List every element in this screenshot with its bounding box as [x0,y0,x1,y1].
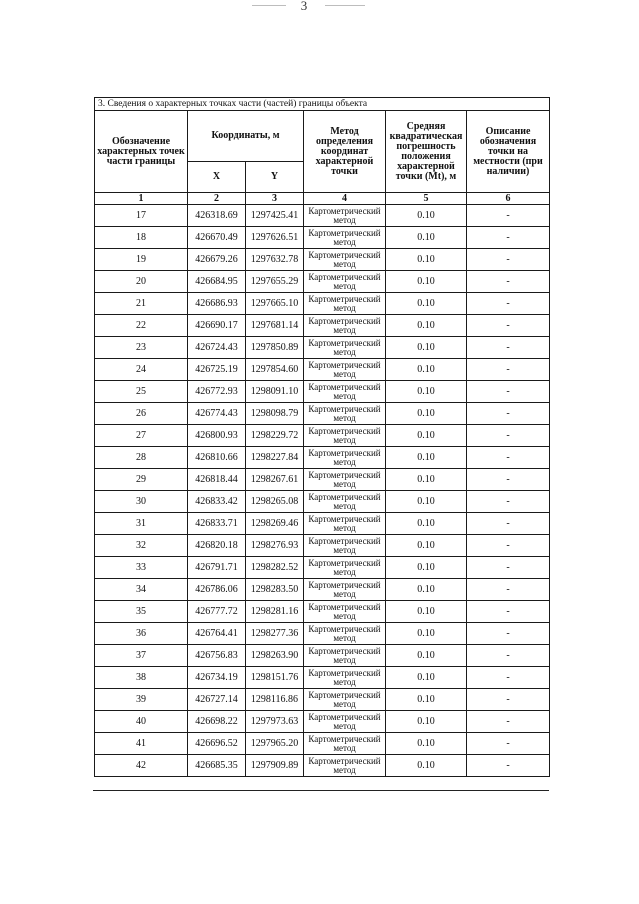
cell-accuracy: 0.10 [386,381,467,403]
cell-method: Картометрический метод [304,205,386,227]
cell-accuracy: 0.10 [386,557,467,579]
cell-method: Картометрический метод [304,469,386,491]
cell-point: 20 [95,271,188,293]
cell-x: 426786.06 [188,579,246,601]
cell-y: 1297425.41 [246,205,304,227]
cell-y: 1298265.08 [246,491,304,513]
cell-method: Картометрический метод [304,447,386,469]
cell-point: 39 [95,689,188,711]
cell-accuracy: 0.10 [386,271,467,293]
column-number: 6 [467,193,550,205]
cell-point: 21 [95,293,188,315]
cell-x: 426764.41 [188,623,246,645]
table-row [95,205,550,227]
cell-accuracy: 0.10 [386,359,467,381]
cell-accuracy: 0.10 [386,623,467,645]
header-coordinates: Координаты, м [188,111,304,162]
cell-description: - [467,381,550,403]
cell-x: 426774.43 [188,403,246,425]
cell-y: 1298269.46 [246,513,304,535]
cell-description: - [467,359,550,381]
cell-y: 1298276.93 [246,535,304,557]
cell-method: Картометрический метод [304,579,386,601]
cell-point: 36 [95,623,188,645]
cell-x: 426724.43 [188,337,246,359]
cell-point: 40 [95,711,188,733]
table-row [95,249,550,271]
cell-x: 426791.71 [188,557,246,579]
cell-description: - [467,293,550,315]
page-number: 3 [300,0,308,10]
cell-description: - [467,491,550,513]
cell-description: - [467,447,550,469]
cell-method: Картометрический метод [304,381,386,403]
cell-accuracy: 0.10 [386,645,467,667]
cell-point: 31 [95,513,188,535]
cell-accuracy: 0.10 [386,425,467,447]
table-row [95,645,550,667]
cell-point: 33 [95,557,188,579]
cell-y: 1298091.10 [246,381,304,403]
cell-x: 426684.95 [188,271,246,293]
cell-method: Картометрический метод [304,315,386,337]
table-row [95,271,550,293]
cell-accuracy: 0.10 [386,579,467,601]
cell-accuracy: 0.10 [386,733,467,755]
cell-description: - [467,689,550,711]
cell-description: - [467,205,550,227]
table-row [95,579,550,601]
cell-point: 27 [95,425,188,447]
cell-y: 1297909.89 [246,755,304,777]
cell-x: 426686.93 [188,293,246,315]
column-number: 3 [246,193,304,205]
table-row [95,359,550,381]
cell-x: 426696.52 [188,733,246,755]
cell-x: 426800.93 [188,425,246,447]
cell-point: 18 [95,227,188,249]
cell-description: - [467,227,550,249]
table-row [95,227,550,249]
table-row [95,601,550,623]
cell-method: Картометрический метод [304,711,386,733]
cell-method: Картометрический метод [304,535,386,557]
cell-y: 1298282.52 [246,557,304,579]
cell-description: - [467,755,550,777]
cell-description: - [467,667,550,689]
column-number: 1 [95,193,188,205]
table-row [95,755,550,777]
cell-point: 32 [95,535,188,557]
cell-accuracy: 0.10 [386,447,467,469]
cell-point: 30 [95,491,188,513]
cell-accuracy: 0.10 [386,755,467,777]
table-row [95,689,550,711]
header-method: Метод определения координат характерной точки [304,111,386,193]
cell-y: 1298263.90 [246,645,304,667]
cell-accuracy: 0.10 [386,227,467,249]
header-accuracy: Средняя квадратическая погрешность положения характерной точки (Mt), м [386,111,467,193]
cell-accuracy: 0.10 [386,513,467,535]
cell-x: 426725.19 [188,359,246,381]
table-row [95,425,550,447]
cell-method: Картометрический метод [304,425,386,447]
cell-description: - [467,513,550,535]
cell-description: - [467,249,550,271]
cell-method: Картометрический метод [304,645,386,667]
cell-description: - [467,711,550,733]
cell-x: 426670.49 [188,227,246,249]
cell-method: Картометрический метод [304,667,386,689]
cell-y: 1298281.16 [246,601,304,623]
table-row [95,667,550,689]
cell-y: 1297655.29 [246,271,304,293]
cell-y: 1298098.79 [246,403,304,425]
cell-x: 426772.93 [188,381,246,403]
cell-x: 426820.18 [188,535,246,557]
scan-mark-left [252,5,286,6]
cell-x: 426810.66 [188,447,246,469]
cell-accuracy: 0.10 [386,315,467,337]
cell-point: 34 [95,579,188,601]
cell-method: Картометрический метод [304,491,386,513]
cell-description: - [467,733,550,755]
cell-point: 26 [95,403,188,425]
scan-mark-right [325,5,365,6]
cell-method: Картометрический метод [304,271,386,293]
cell-accuracy: 0.10 [386,293,467,315]
cell-description: - [467,623,550,645]
cell-method: Картометрический метод [304,249,386,271]
cell-description: - [467,403,550,425]
cell-x: 426318.69 [188,205,246,227]
boundary-points-table [94,97,550,777]
table-row [95,337,550,359]
cell-point: 35 [95,601,188,623]
column-number: 5 [386,193,467,205]
cell-description: - [467,425,550,447]
cell-y: 1298116.86 [246,689,304,711]
cell-y: 1298227.84 [246,447,304,469]
cell-point: 24 [95,359,188,381]
cell-method: Картометрический метод [304,733,386,755]
cell-method: Картометрический метод [304,601,386,623]
cell-point: 22 [95,315,188,337]
table-row [95,513,550,535]
column-number: 4 [304,193,386,205]
cell-method: Картометрический метод [304,227,386,249]
header-description: Описание обозначения точки на местности (при наличии) [467,111,550,193]
cell-description: - [467,535,550,557]
cell-method: Картометрический метод [304,359,386,381]
cell-accuracy: 0.10 [386,711,467,733]
cell-point: 23 [95,337,188,359]
cell-method: Картометрический метод [304,557,386,579]
table-row [95,381,550,403]
cell-y: 1297965.20 [246,733,304,755]
cell-accuracy: 0.10 [386,337,467,359]
cell-accuracy: 0.10 [386,601,467,623]
cell-y: 1298283.50 [246,579,304,601]
cell-y: 1298151.76 [246,667,304,689]
cell-point: 28 [95,447,188,469]
cell-description: - [467,337,550,359]
cell-description: - [467,315,550,337]
table-row [95,733,550,755]
table-row [95,403,550,425]
cell-accuracy: 0.10 [386,491,467,513]
cell-point: 25 [95,381,188,403]
cell-point: 38 [95,667,188,689]
cell-x: 426734.19 [188,667,246,689]
cell-x: 426685.35 [188,755,246,777]
cell-point: 29 [95,469,188,491]
cell-accuracy: 0.10 [386,205,467,227]
cell-y: 1298229.72 [246,425,304,447]
cell-x: 426727.14 [188,689,246,711]
cell-method: Картометрический метод [304,689,386,711]
cell-accuracy: 0.10 [386,535,467,557]
cell-description: - [467,645,550,667]
column-number: 2 [188,193,246,205]
table-row [95,623,550,645]
column-number-row [95,193,550,205]
cell-y: 1298277.36 [246,623,304,645]
table-row [95,447,550,469]
cell-accuracy: 0.10 [386,667,467,689]
cell-method: Картометрический метод [304,403,386,425]
cell-point: 37 [95,645,188,667]
table-row [95,535,550,557]
table-row [95,491,550,513]
cell-y: 1298267.61 [246,469,304,491]
header-y: Y [246,162,304,193]
cell-point: 17 [95,205,188,227]
cell-point: 19 [95,249,188,271]
cell-x: 426690.17 [188,315,246,337]
cell-y: 1297626.51 [246,227,304,249]
table-row [95,557,550,579]
cell-method: Картометрический метод [304,337,386,359]
cell-method: Картометрический метод [304,513,386,535]
bottom-rule [93,790,549,791]
table-row [95,315,550,337]
cell-x: 426756.83 [188,645,246,667]
cell-y: 1297854.60 [246,359,304,381]
cell-x: 426698.22 [188,711,246,733]
cell-description: - [467,601,550,623]
table-row [95,469,550,491]
table-row [95,711,550,733]
section-title: 3. Сведения о характерных точках части (частей) границы объекта [95,98,550,111]
cell-y: 1297973.63 [246,711,304,733]
cell-y: 1297681.14 [246,315,304,337]
cell-y: 1297850.89 [246,337,304,359]
header-designation: Обозначение характерных точек части границы [95,111,188,193]
cell-point: 42 [95,755,188,777]
cell-method: Картометрический метод [304,623,386,645]
cell-accuracy: 0.10 [386,689,467,711]
cell-description: - [467,579,550,601]
cell-description: - [467,469,550,491]
cell-y: 1297665.10 [246,293,304,315]
table-row [95,293,550,315]
cell-method: Картометрический метод [304,293,386,315]
cell-x: 426833.42 [188,491,246,513]
cell-x: 426777.72 [188,601,246,623]
cell-x: 426833.71 [188,513,246,535]
cell-y: 1297632.78 [246,249,304,271]
cell-x: 426679.26 [188,249,246,271]
cell-method: Картометрический метод [304,755,386,777]
cell-description: - [467,557,550,579]
cell-accuracy: 0.10 [386,403,467,425]
cell-accuracy: 0.10 [386,469,467,491]
cell-accuracy: 0.10 [386,249,467,271]
cell-description: - [467,271,550,293]
cell-point: 41 [95,733,188,755]
header-x: X [188,162,246,193]
cell-x: 426818.44 [188,469,246,491]
